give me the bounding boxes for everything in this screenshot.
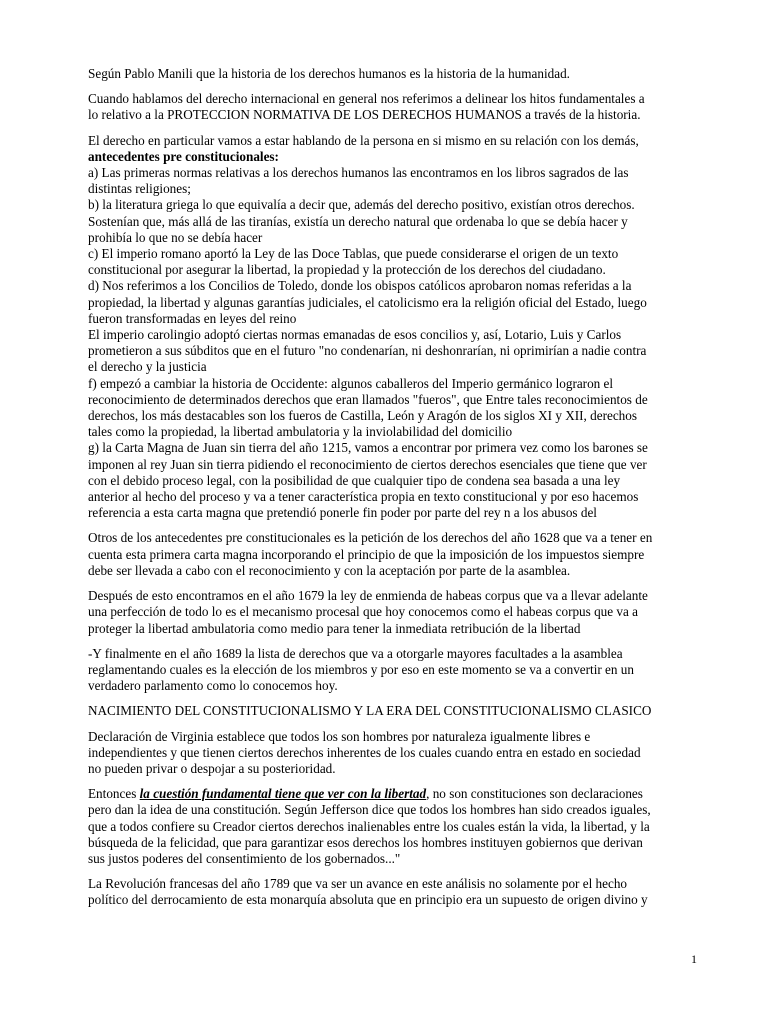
section-heading-constitutionalism (88, 703, 700, 719)
text-fragment: , no son constituciones son declaraciones (426, 786, 643, 802)
text-line: constitucional por asegurar la libertad, la propiedad y la protección de los derechos del ciudadano. (88, 262, 606, 278)
text-line: f) empezó a cambiar la historia de Occidente: algunos caballeros del Imperio germánico lograron el (88, 375, 614, 391)
text-line: anterior al hecho del proceso y va a tener característica propia en texto constitucional y por eso hacemos (88, 489, 639, 505)
text-line: derechos, los más destacables son los fueros de Castilla, León y Aragón de los siglos XI y XII, derechos (88, 408, 637, 424)
text-line: prohibía lo que no se debía hacer (88, 229, 263, 245)
text-line: reglamentando cuales es la elección de los miembros y por eso en este momento se va a convertir en un (88, 661, 634, 677)
text-line: no pueden privar o despojar a su posterioridad. (88, 760, 336, 776)
text-line: propiedad, la libertad y algunas garantías judiciales, el catolicismo era la religión oficial del Estado, luego (88, 294, 647, 310)
text-line: -Y finalmente en el año 1689 la lista de derechos que va a otorgarle mayores facultades a la asamblea (88, 645, 623, 661)
text-line: el derecho y la justicia (88, 359, 207, 375)
text-line: referencia a esta carta magna que pretendió ponerle fin poder por parte del rey n a los abusos del (88, 505, 597, 521)
antecedents-heading: antecedentes pre constitucionales: (88, 148, 279, 164)
text-line: lo relativo a la PROTECCION NORMATIVA DE LOS DERECHOS HUMANOS a través de la historia. (88, 107, 641, 123)
text-line: a) Las primeras normas relativas a los derechos humanos las encontramos en los libros sagrados de las (88, 165, 629, 181)
paragraph-antecedents (88, 133, 700, 522)
text-line: fueron transformadas en leyes del reino (88, 310, 297, 326)
text-line: debe ser llevada a cabo con el reconocimiento y con la aceptación por parte de la asamblea. (88, 562, 571, 578)
text-line: con el debido proceso legal, con la posibilidad de que cualquier tipo de condena sea basada a una ley (88, 472, 621, 488)
paragraph-virginia-declaration (88, 729, 700, 778)
text-line: El imperio carolingio adoptó ciertas normas emanadas de esos concilios y, así, Lotario, Luis y Carlos (88, 327, 622, 343)
text-line: reconocimiento de determinados derechos que eran llamados "fueros", que Entre tales reconocimientos de (88, 391, 648, 407)
text-line: Otros de los antecedentes pre constitucionales es la petición de los derechos del año 1628 que va a tener en (88, 530, 653, 546)
text-line: distintas religiones; (88, 181, 191, 197)
text-line: Sostenían que, más allá de las tiranías, existía un derecho natural que ordenaba lo que se debía hacer y (88, 213, 628, 229)
text-line: tales como la propiedad, la libertad ambulatoria y la inviolabilidad del domicilio (88, 424, 513, 440)
text-line: Declaración de Virginia establece que todos los son hombres por naturaleza igualmente libres e (88, 728, 591, 744)
text-line (88, 786, 700, 802)
text-line: proteger la libertad ambulatoria como medio para tener la inmediata retribución de la libertad (88, 620, 581, 636)
text-line: búsqueda de la felicidad, que para garantizar esos derechos los hombres instituyen gobiernos que derivan (88, 834, 643, 850)
text-line: La Revolución francesas del año 1789 que va ser un avance en este análisis no solamente por el hecho (88, 876, 628, 892)
text-line: que a todos confiere su Creador ciertos derechos inalienables entre los cuales están la vida, la libertad, y la (88, 818, 650, 834)
text-line: político del derrocamiento de esta monarquía absoluta que en principio era un supuesto de origen divino y (88, 892, 648, 908)
text-line: sus justos poderes del consentimiento de los gobernados..." (88, 850, 401, 866)
text-line: Según Pablo Manili que la historia de los derechos humanos es la historia de la humanidad. (88, 66, 570, 81)
text-line: c) El imperio romano aportó la Ley de las Doce Tablas, que puede considerarse el origen de un texto (88, 246, 619, 262)
paragraph-intro (88, 66, 700, 82)
paragraph-habeas-corpus (88, 588, 700, 637)
page-number: 1 (691, 952, 697, 966)
paragraph-petition-of-rights (88, 530, 700, 579)
text-line: b) la literatura griega lo que equivalía a decir que, además del derecho positivo, existían otros derechos. (88, 197, 635, 213)
paragraph-international-law (88, 91, 700, 123)
text-line: imponen al rey Juan sin tierra pidiendo el reconocimiento de ciertos derechos esenciales que tiene que ver (88, 456, 647, 472)
text-line: cuenta esta primera carta magna incorporando el principio de que la imposición de los impuestos siempre (88, 546, 645, 562)
document-body (88, 66, 700, 909)
text-line: verdadero parlamento como lo conocemos hoy. (88, 678, 338, 694)
text-line: prometieron a sus súbditos que en el futuro "no condenarían, ni deshonrarían, ni oprimirían a nadie contra (88, 343, 647, 359)
text-fragment: Entonces (88, 786, 140, 802)
text-line: d) Nos referimos a los Concilios de Toledo, donde los obispos católicos aprobaron nomas referidas a la (88, 278, 632, 294)
text-line: pero dan la idea de una constitución. Según Jefferson dice que todos los hombres han sido creados iguales, (88, 802, 651, 818)
text-line: Cuando hablamos del derecho internacional en general nos referimos a delinear los hitos fundamentales a (88, 91, 645, 107)
emphasized-phrase: la cuestión fundamental tiene que ver con la libertad (139, 786, 427, 802)
paragraph-jefferson (88, 786, 700, 867)
paragraph-french-revolution (88, 876, 700, 908)
paragraph-bill-of-rights (88, 646, 700, 695)
text-line: independientes y que tienen ciertos derechos inherentes de los cuales cuando entra en estado en sociedad (88, 744, 641, 760)
text-line: NACIMIENTO DEL CONSTITUCIONALISMO Y LA ERA DEL CONSTITUCIONALISMO CLASICO (88, 703, 652, 719)
text-line: una perfección de todo lo es el mecanismo procesal que hoy conocemos como el habeas corpus que va a (88, 604, 639, 620)
text-line: g) la Carta Magna de Juan sin tierra del año 1215, vamos a encontrar por primera vez como los barones se (88, 440, 648, 456)
text-line: Después de esto encontramos en el año 1679 la ley de enmienda de habeas corpus que va a llevar adelante (88, 588, 648, 604)
text-line: El derecho en particular vamos a estar hablando de la persona en si mismo en su relación con los demás, (88, 132, 639, 148)
